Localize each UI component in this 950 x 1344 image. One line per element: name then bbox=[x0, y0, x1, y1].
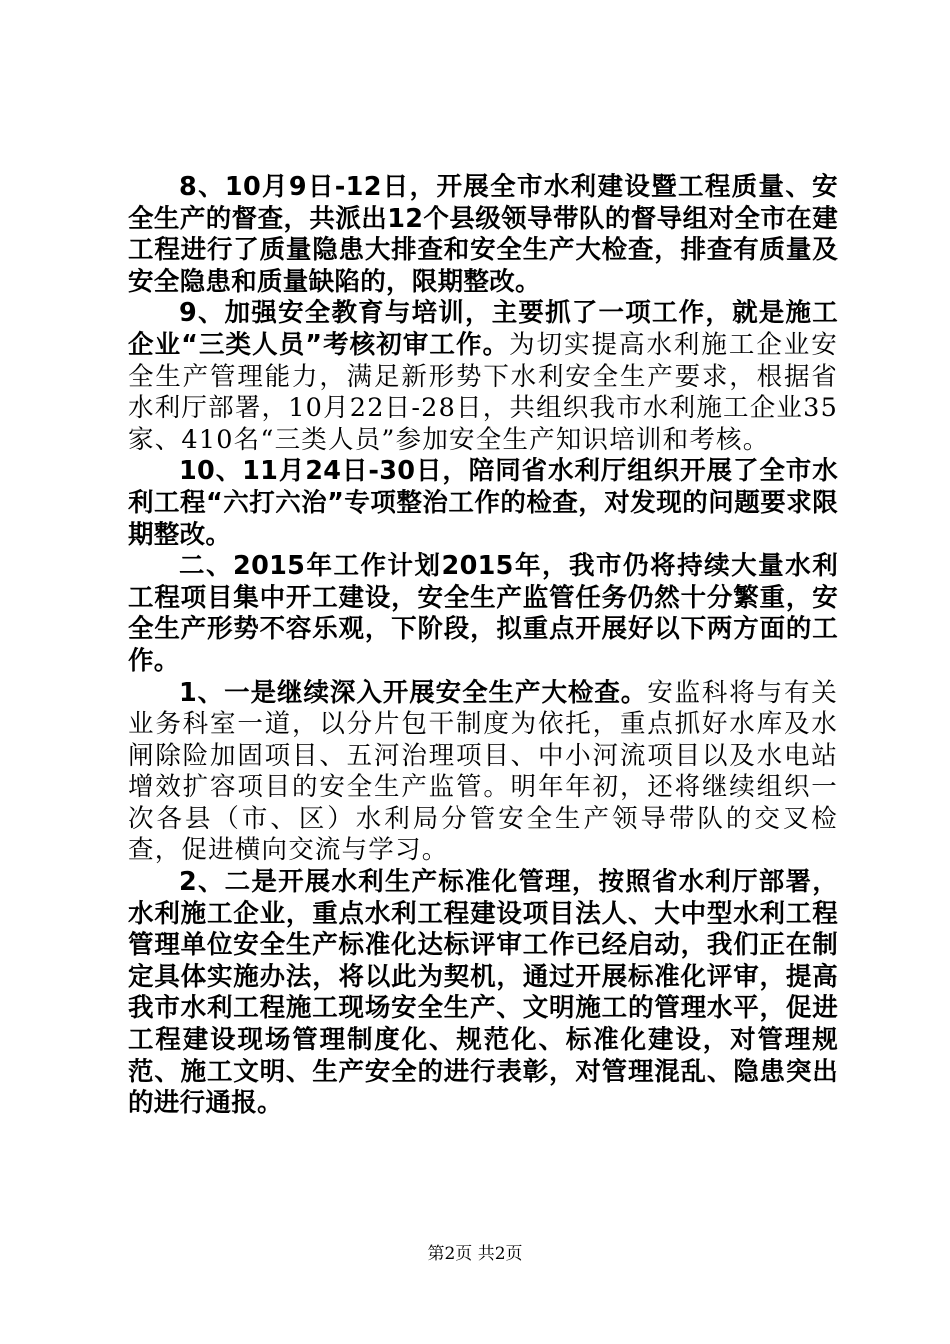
paragraph-plan-item-2 bbox=[128, 867, 838, 1120]
page-footer bbox=[0, 1242, 950, 1266]
paragraph-bold-text: 10、11月24日-30日，陪同省水利厅组织开展了全市水利工程“六打六治”专项整治工作的检查，对发现的问题要求限期整改。 bbox=[128, 456, 838, 550]
paragraph-section-2015-plan bbox=[128, 551, 838, 677]
paragraph-bold-text: 1、一是继续深入开展安全生产大检查。 bbox=[179, 677, 648, 708]
paragraph-regular-text: 安监科将与有关业务科室一道，以分片包干制度为依托，重点抓好水库及水闸除险加固项目、五河治理项目、中小河流项目以及水电站增效扩容项目的安全生产监管。明年年初，还将继续组织一次各县（市、区）水利局分管安全生产领导带队的交叉检查，促进横向交流与学习。 bbox=[128, 677, 838, 866]
paragraph-bold-text: 9、加强安全教育与培训，主要抓了一项工作，就是施工企业“三类人员”考核初审工作。 bbox=[128, 298, 838, 360]
document-body bbox=[128, 172, 838, 1120]
paragraph-bold-text: 8、10月9日-12日，开展全市水利建设暨工程质量、安全生产的督查，共派出12个县级领导带队的督导组对全市在建工程进行了质量隐患大排查和安全生产大检查，排查有质量及安全隐患和质量缺陷的，限期整改。 bbox=[128, 172, 838, 297]
paragraph-bold-text: 2、二是开展水利生产标准化管理，按照省水利厅部署，水利施工企业，重点水利工程建设项目法人、大中型水利工程管理单位安全生产标准化达标评审工作已经启动，我们正在制定具体实施办法，将以此为契机，通过开展标准化评审，提高我市水利工程施工现场安全生产、文明施工的管理水平，促进工程建设现场管理制度化、规范化、标准化建设，对管理规范、施工文明、生产安全的进行表彰，对管理混乱、隐患突出的进行通报。 bbox=[128, 867, 838, 1119]
paragraph-bold-text: 二、2015年工作计划2015年，我市仍将持续大量水利工程项目集中开工建设，安全生产监管任务仍然十分繁重，安全生产形势不容乐观，下阶段，拟重点开展好以下两方面的工作。 bbox=[128, 551, 838, 676]
paragraph-plan-item-1 bbox=[128, 678, 838, 868]
page-number-label: 第2页 共2页 bbox=[427, 1244, 523, 1264]
paragraph-regular-text: 为切实提高水利施工企业安全生产管理能力，满足新形势下水利安全生产要求，根据省水利厅部署，10月22日-28日，共组织我市水利施工企业35家、410名“三类人员”参加安全生产知识培训和考核。 bbox=[128, 329, 838, 455]
paragraph-item-10 bbox=[128, 456, 838, 551]
paragraph-item-9 bbox=[128, 298, 838, 456]
paragraph-item-8 bbox=[128, 172, 838, 298]
